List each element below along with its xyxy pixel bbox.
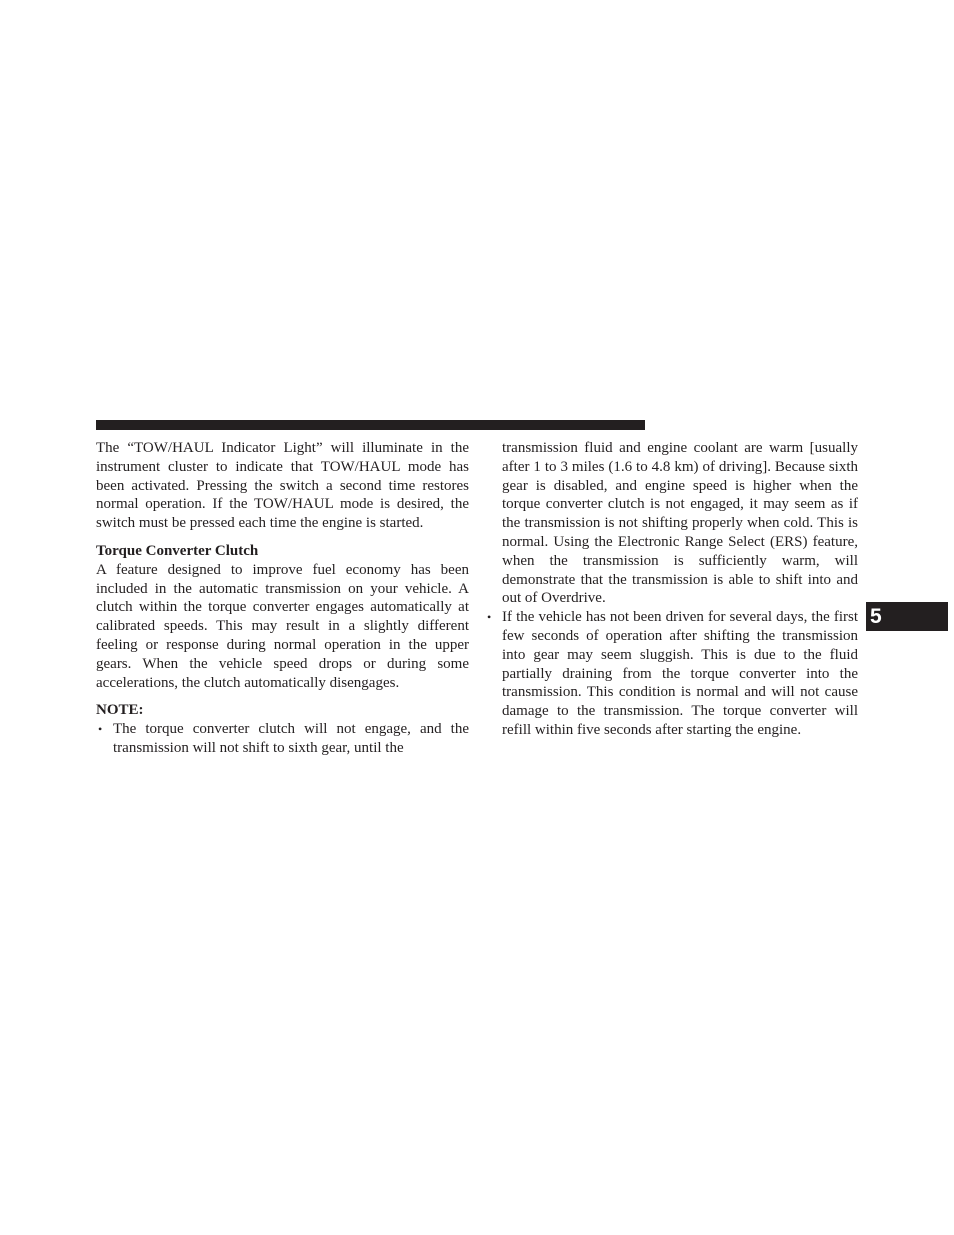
note-label: NOTE: bbox=[96, 702, 144, 719]
note-bullet-list-continued bbox=[485, 608, 858, 740]
chapter-number: 5 bbox=[870, 605, 882, 628]
right-column bbox=[485, 439, 858, 740]
list-item bbox=[485, 608, 858, 740]
note-bullet-list bbox=[96, 720, 469, 758]
section-paragraph: A feature designed to improve fuel economy has been included in the automatic transmission on your vehicle. A clutch within the torque converter engages automatically at calibrated speeds. This may result in a slightly different feeling or response during normal operation in the upper gears. When the vehicle speed drops or during some accelerations, the clutch automatically disengages. bbox=[96, 561, 469, 691]
section-top-rule bbox=[96, 420, 645, 430]
bullet-continuation: transmission fluid and engine coolant are warm [usually after 1 to 3 miles (1.6 to 4.8 km) of driving]. Because sixth gear is disabled, and engine speed is higher when the torque converter clutch is not engaged, it may seem as if the transmission is not shifting properly when cold. This is normal. Using the Electronic Range Select (ERS) feature, when the transmission is sufficiently warm, will demonstrate that the transmission is able to shift into and out of Overdrive. bbox=[502, 440, 858, 607]
bullet-text: If the vehicle has not been driven for several days, the first few seconds of operation after shifting the transmission into gear may seem sluggish. This is due to the fluid partially draining from the torque converter into the transmission. This condition is normal and will not cause damage to the transmission. The torque converter will refill within five seconds after starting the engine. bbox=[502, 609, 858, 738]
bullet-icon: • bbox=[98, 722, 103, 737]
bullet-icon: • bbox=[487, 610, 492, 625]
left-column bbox=[96, 439, 469, 758]
intro-paragraph: The “TOW/HAUL Indicator Light” will illuminate in the instrument cluster to indicate that TOW/HAUL mode has been activated. Pressing the switch a second time restores normal operation. If the TOW/HAUL mode is desired, the switch must be pressed each time the engine is started. bbox=[96, 440, 469, 532]
section-heading: Torque Converter Clutch bbox=[96, 542, 259, 559]
list-item bbox=[96, 720, 469, 758]
chapter-tab bbox=[866, 602, 948, 631]
bullet-text: The torque converter clutch will not engage, and the transmission will not shift to sixth gear, until the bbox=[113, 721, 469, 756]
